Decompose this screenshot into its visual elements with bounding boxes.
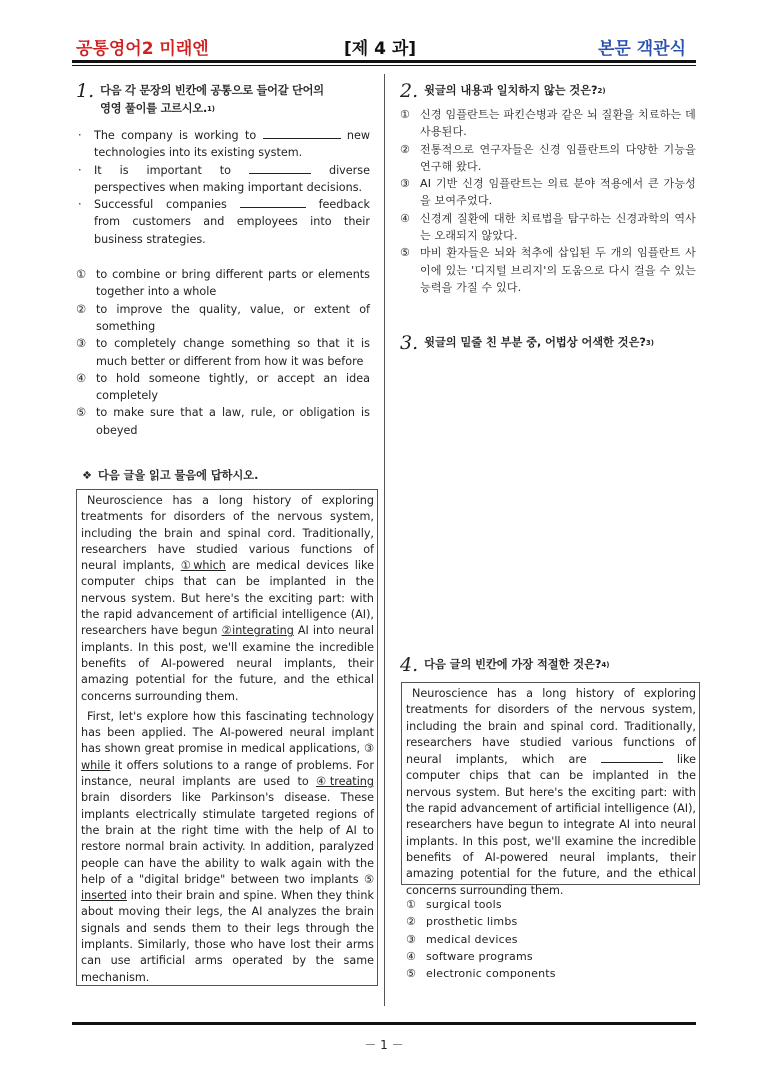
- question-2: [400, 82, 696, 296]
- answer-option[interactable]: ⑤ 마비 환자들은 뇌와 척추에 삽입된 두 개의 임플란트 사이에 있는 '디지털 브리지'의 도움으로 다시 걸을 수 있는 능력을 가질 수 있다.: [400, 246, 696, 294]
- footnote-ref: 1): [207, 105, 215, 113]
- page-number: － 1 －: [364, 1038, 404, 1052]
- question-1: [76, 82, 370, 439]
- left-column: [76, 82, 370, 439]
- example-sentence: · Successful companies feedback from customers and employees into their business strategies.: [78, 198, 370, 246]
- question-prompt: 윗글의 밑줄 친 부분 중, 어법상 어색한 것은?: [424, 336, 646, 349]
- lesson-label: [제 4 과]: [344, 39, 417, 59]
- question-prompt: 윗글의 내용과 일치하지 않는 것은?: [424, 84, 598, 97]
- column-divider: [384, 74, 385, 1006]
- footnote-ref: 4): [601, 661, 610, 669]
- subject-title: 공통영어2 미래엔: [76, 39, 209, 59]
- underlined-choice-2: ②integrating: [221, 624, 294, 638]
- answer-option[interactable]: ① to combine or bring different parts or elements together into a whole: [76, 268, 370, 299]
- answer-option[interactable]: ③ to completely change something so that it is much better or different from how it was before: [76, 337, 370, 368]
- footnote-ref: 3): [645, 339, 654, 347]
- question-number: 1.: [76, 80, 95, 102]
- reading-passage: [76, 489, 378, 986]
- question-3: [400, 334, 696, 352]
- example-sentence: · It is important to diverse perspectives when making important decisions.: [78, 163, 370, 194]
- footnote-ref: 2): [597, 87, 606, 95]
- reading-instruction: ❖ 다음 글을 읽고 물음에 답하시오.: [82, 469, 259, 482]
- question-prompt: 다음 각 문장의 빈칸에 공통으로 들어갈 단어의: [100, 84, 324, 97]
- underlined-choice-1: ①which: [180, 559, 226, 573]
- answer-blank: [601, 751, 663, 763]
- question-number: 3.: [400, 332, 419, 354]
- answer-option[interactable]: ⑤ electronic components: [406, 967, 556, 981]
- answer-option[interactable]: ② 전통적으로 연구자들은 신경 임플란트의 다양한 기능을 연구해 왔다.: [400, 142, 696, 173]
- question-type-label: 본문 객관식: [598, 39, 687, 59]
- answer-option[interactable]: ③ medical devices: [406, 932, 518, 946]
- question-prompt-cont: 영영 풀이를 고르시오.: [100, 102, 208, 115]
- answer-option[interactable]: ④ 신경계 질환에 대한 치료법을 탐구하는 신경과학의 역사는 오래되지 않았다.: [400, 211, 696, 243]
- passage-paragraph-1: Neuroscience has a long history of exploring treatments for disorders of the nervous system, including the brain and spinal cord. Traditionally, researchers have studied various functions of neural implants, ①which are medical devices like computer chips that can be implanted in the nervous system. But here's the exciting part: with the rapid advancement of artificial intelligence (AI), researchers have begun ②integrating AI into neural implants. In this post, we'll examine the incredible benefits of AI-powered neural implants, their amazing potential for the future, and the ethical concerns surrounding them.: [81, 494, 374, 703]
- example-sentence: · The company is working to new technologies into its existing system.: [78, 129, 370, 160]
- answer-option[interactable]: ③ AI 기반 신경 임플란트는 의료 분야 적용에서 큰 가능성을 보여주었다.: [400, 177, 696, 208]
- passage-paragraph-2: First, let's explore how this fascinating technology has been applied. The AI-powered neural implant has shown great promise in medical applications, ③ while it offers solutions to a range of problems. For instance, neural implants are used to ④treating brain disorders like Parkinson's disease. These implants electrically stimulate targeted regions of the brain at the right time with the help of AI to restore normal brain activity. In addition, paralyzed people can have the ability to walk again with the help of a "digital bridge" between two implants ⑤ inserted into their brain and spine. When they think about moving their legs, the AI analyzes the brain signals and sends them to their legs through the implants. Similarly, those who have lost their arms can use artificial arms operated by the same mechanism.: [81, 709, 374, 984]
- header-rule-thick: [72, 60, 696, 63]
- question-4: [400, 656, 696, 674]
- question-prompt: 다음 글의 빈칸에 가장 적절한 것은?: [424, 658, 602, 671]
- q4-passage: Neuroscience has a long history of exploring treatments for disorders of the nervous system, including the brain and spinal cord. Traditionally, researchers have studied various functions of neural implants, which are like computer chips that can be implanted in the nervous system. But here's the exciting part: with the rapid advancement of artificial intelligence (AI), researchers have begun to integrate AI into neural implants. In this post, we'll examine the incredible benefits of AI-powered neural implants, their amazing potential for the future, and the ethical concerns surrounding them.: [401, 682, 700, 885]
- underlined-choice-4: ④treating: [316, 775, 374, 789]
- answer-option[interactable]: ① surgical tools: [406, 898, 502, 911]
- answer-option[interactable]: ⑤ to make sure that a law, rule, or obligation is obeyed: [76, 406, 370, 437]
- answer-option[interactable]: ① 신경 임플란트는 파킨슨병과 같은 뇌 질환을 치료하는 데 사용된다.: [400, 108, 696, 139]
- q4-options: [406, 896, 686, 982]
- underlined-choice-5: inserted: [81, 889, 127, 903]
- question-number: 2.: [400, 80, 419, 102]
- question-number: 4.: [400, 654, 419, 676]
- underlined-choice-3: while: [81, 758, 111, 772]
- answer-option[interactable]: ② to improve the quality, value, or extent of something: [76, 302, 370, 333]
- page-header: [0, 34, 768, 58]
- answer-option[interactable]: ② prosthetic limbs: [406, 915, 518, 929]
- footer-rule: [72, 1022, 696, 1025]
- answer-option[interactable]: ④ to hold someone tightly, or accept an idea completely: [76, 371, 370, 403]
- diamond-bullet-icon: ❖: [82, 469, 93, 482]
- answer-option[interactable]: ④ software programs: [406, 949, 533, 963]
- header-rule-thin: [72, 65, 696, 66]
